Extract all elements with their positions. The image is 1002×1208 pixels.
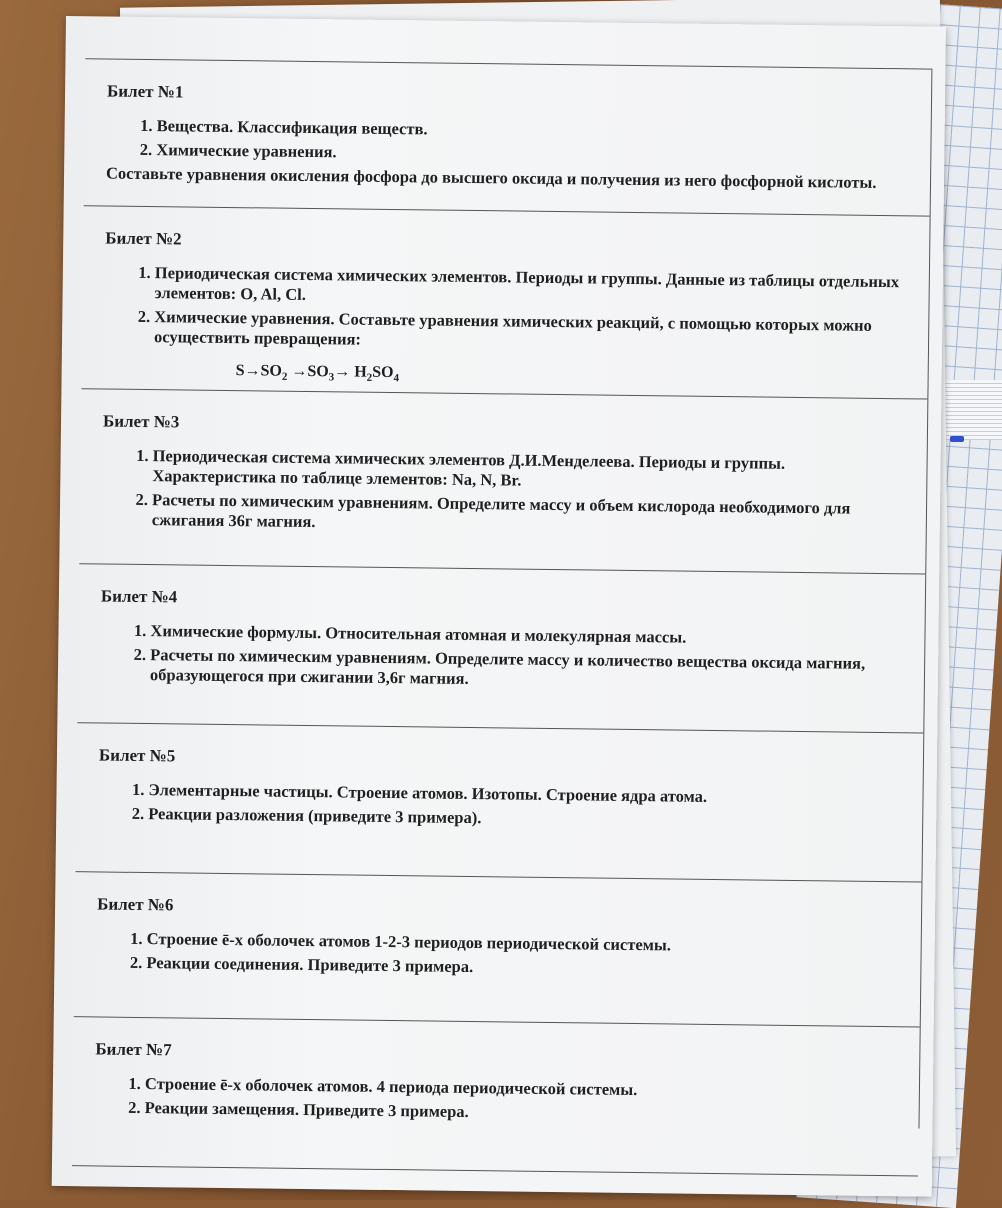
ticket-title: Билет №5 bbox=[98, 745, 176, 766]
ticket-questions bbox=[87, 1073, 905, 1127]
ticket-questions bbox=[94, 445, 913, 539]
ticket-title: Билет №7 bbox=[95, 1039, 172, 1060]
tickets-table bbox=[73, 58, 933, 1128]
ticket-sheet bbox=[52, 16, 946, 1197]
ticket-questions bbox=[88, 928, 906, 982]
question-item: 1. Элементарные частицы. Строение атомов. Изотопы. Строение ядра атома. bbox=[148, 780, 908, 809]
ticket-3 bbox=[79, 388, 927, 573]
question-item: 1. Строение ē-х оболочек атомов 1-2-3 периодов периодической системы. bbox=[147, 929, 907, 958]
question-item: 2. Химические уравнения. bbox=[156, 140, 916, 169]
ticket-title: Билет №2 bbox=[105, 228, 182, 249]
question-item: 2. Реакции разложения (приведите 3 примера). bbox=[148, 804, 908, 833]
ticket-title: Билет №4 bbox=[100, 586, 178, 607]
ticket-5 bbox=[76, 722, 924, 881]
ticket-questions bbox=[90, 779, 908, 833]
question-item: 2. Реакции соединения. Приведите 3 примера. bbox=[146, 953, 906, 982]
ticket-task: Составьте уравнения окисления фосфора до высшего оксида и получения из него фосфорной кислоты. bbox=[105, 163, 877, 192]
ticket-title: Билет №6 bbox=[97, 894, 174, 915]
ticket-title: Билет №3 bbox=[102, 411, 180, 432]
ticket-6 bbox=[74, 871, 922, 1026]
ticket-title: Билет №1 bbox=[106, 81, 184, 102]
question-item: 2. Расчеты по химическим уравнениям. Определите массу и количество вещества оксида магния, образующегося при сжигании 3,6г магния. bbox=[150, 645, 910, 694]
ticket-4 bbox=[77, 563, 925, 732]
question-item: 1. Периодическая система химических элементов. Периоды и группы. Данные из таблицы отдельных элементов: O, Al, Cl. bbox=[154, 263, 914, 312]
paper-stack bbox=[940, 380, 1002, 440]
question-item: 2. Химические уравнения. Составьте уравнения химических реакций, с помощью которых можно осуществить превращения: bbox=[154, 307, 914, 356]
pen-icon bbox=[950, 436, 964, 442]
question-item: 1. Химические формулы. Относительная атомная и молекулярная массы. bbox=[150, 621, 910, 650]
ticket-2 bbox=[81, 205, 929, 398]
ticket-7 bbox=[72, 1016, 920, 1176]
question-item: 2. Расчеты по химическим уравнениям. Определите массу и объем кислорода необходимого для сжигания 36г магния. bbox=[152, 490, 912, 539]
reaction-chain-formula: $S\to SO_2 \to SO_3\to H_2SO_4$ bbox=[235, 362, 400, 385]
ticket-questions bbox=[96, 262, 915, 356]
ticket-questions bbox=[98, 115, 916, 169]
ticket-1 bbox=[84, 58, 932, 215]
question-item: 1. Периодическая система химических элементов Д.И.Менделеева. Периоды и группы. Характеристика по таблице элементов: Na, N, Br. bbox=[152, 446, 912, 495]
question-item: 1. Вещества. Классификация веществ. bbox=[157, 116, 917, 145]
question-item: 1. Строение ē-х оболочек атомов. 4 периода периодической системы. bbox=[145, 1074, 905, 1103]
question-item: 2. Реакции замещения. Приведите 3 примера. bbox=[145, 1098, 905, 1127]
ticket-questions bbox=[92, 620, 911, 694]
